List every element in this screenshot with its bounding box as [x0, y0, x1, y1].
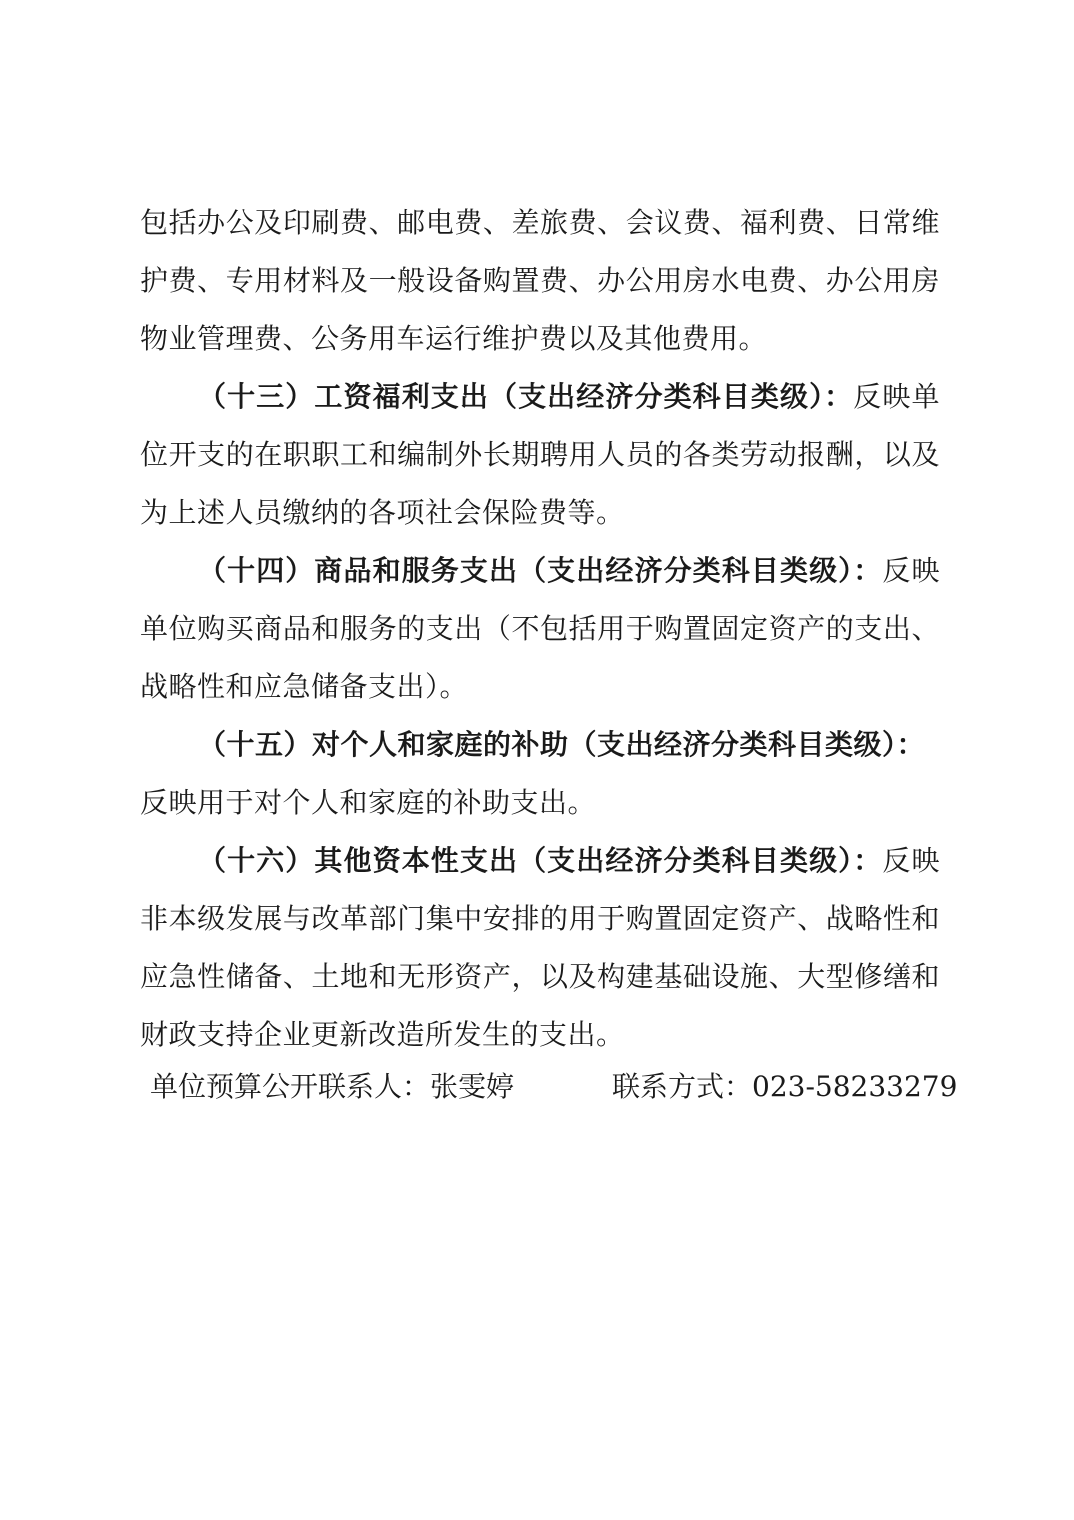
paragraph-line: 护费、专用材料及一般设备购置费、办公用房水电费、办公用房 [140, 264, 940, 297]
section-15-first-line [140, 716, 940, 774]
paragraph-line: 战略性和应急储备支出）。 [140, 670, 469, 703]
paragraph-line: 财政支持企业更新改造所发生的支出。 [140, 1018, 625, 1051]
contact-person: 单位预算公开联系人：张雯婷 [150, 1070, 515, 1103]
paragraph-line: 位开支的在职职工和编制外长期聘用人员的各类劳动报酬，以及 [140, 438, 940, 471]
section-16-first-line [140, 832, 940, 890]
section-14-heading: （十四）商品和服务支出（支出经济分类科目类级）： [198, 554, 883, 587]
paragraph-line: 单位购买商品和服务的支出（不包括用于购置固定资产的支出、 [140, 612, 940, 645]
paragraph-line: 反映用于对个人和家庭的补助支出。 [140, 786, 597, 819]
paragraph-line: 为上述人员缴纳的各项社会保险费等。 [140, 496, 625, 529]
section-15-heading: （十五）对个人和家庭的补助（支出经济分类科目类级）： [198, 728, 926, 761]
section-16-text: 反映 [882, 844, 940, 877]
paragraph-line: 非本级发展与改革部门集中安排的用于购置固定资产、战略性和 [140, 902, 940, 935]
contact-phone: 联系方式：023-58233279 [612, 1070, 958, 1103]
paragraph-line: 包括办公及印刷费、邮电费、差旅费、会议费、福利费、日常维 [140, 206, 940, 239]
section-16-heading: （十六）其他资本性支出（支出经济分类科目类级）： [198, 844, 883, 877]
document-body [140, 194, 940, 1064]
section-13-first-line [140, 368, 940, 426]
contact-info [150, 1062, 958, 1112]
paragraph-line: 物业管理费、公务用车运行维护费以及其他费用。 [140, 322, 768, 355]
paragraph-line: 应急性储备、土地和无形资产，以及构建基础设施、大型修缮和 [140, 960, 940, 993]
section-13-text: 反映单 [853, 380, 940, 413]
section-14-first-line [140, 542, 940, 600]
section-14-text: 反映 [882, 554, 940, 587]
section-13-heading: （十三）工资福利支出（支出经济分类科目类级）： [198, 380, 854, 413]
